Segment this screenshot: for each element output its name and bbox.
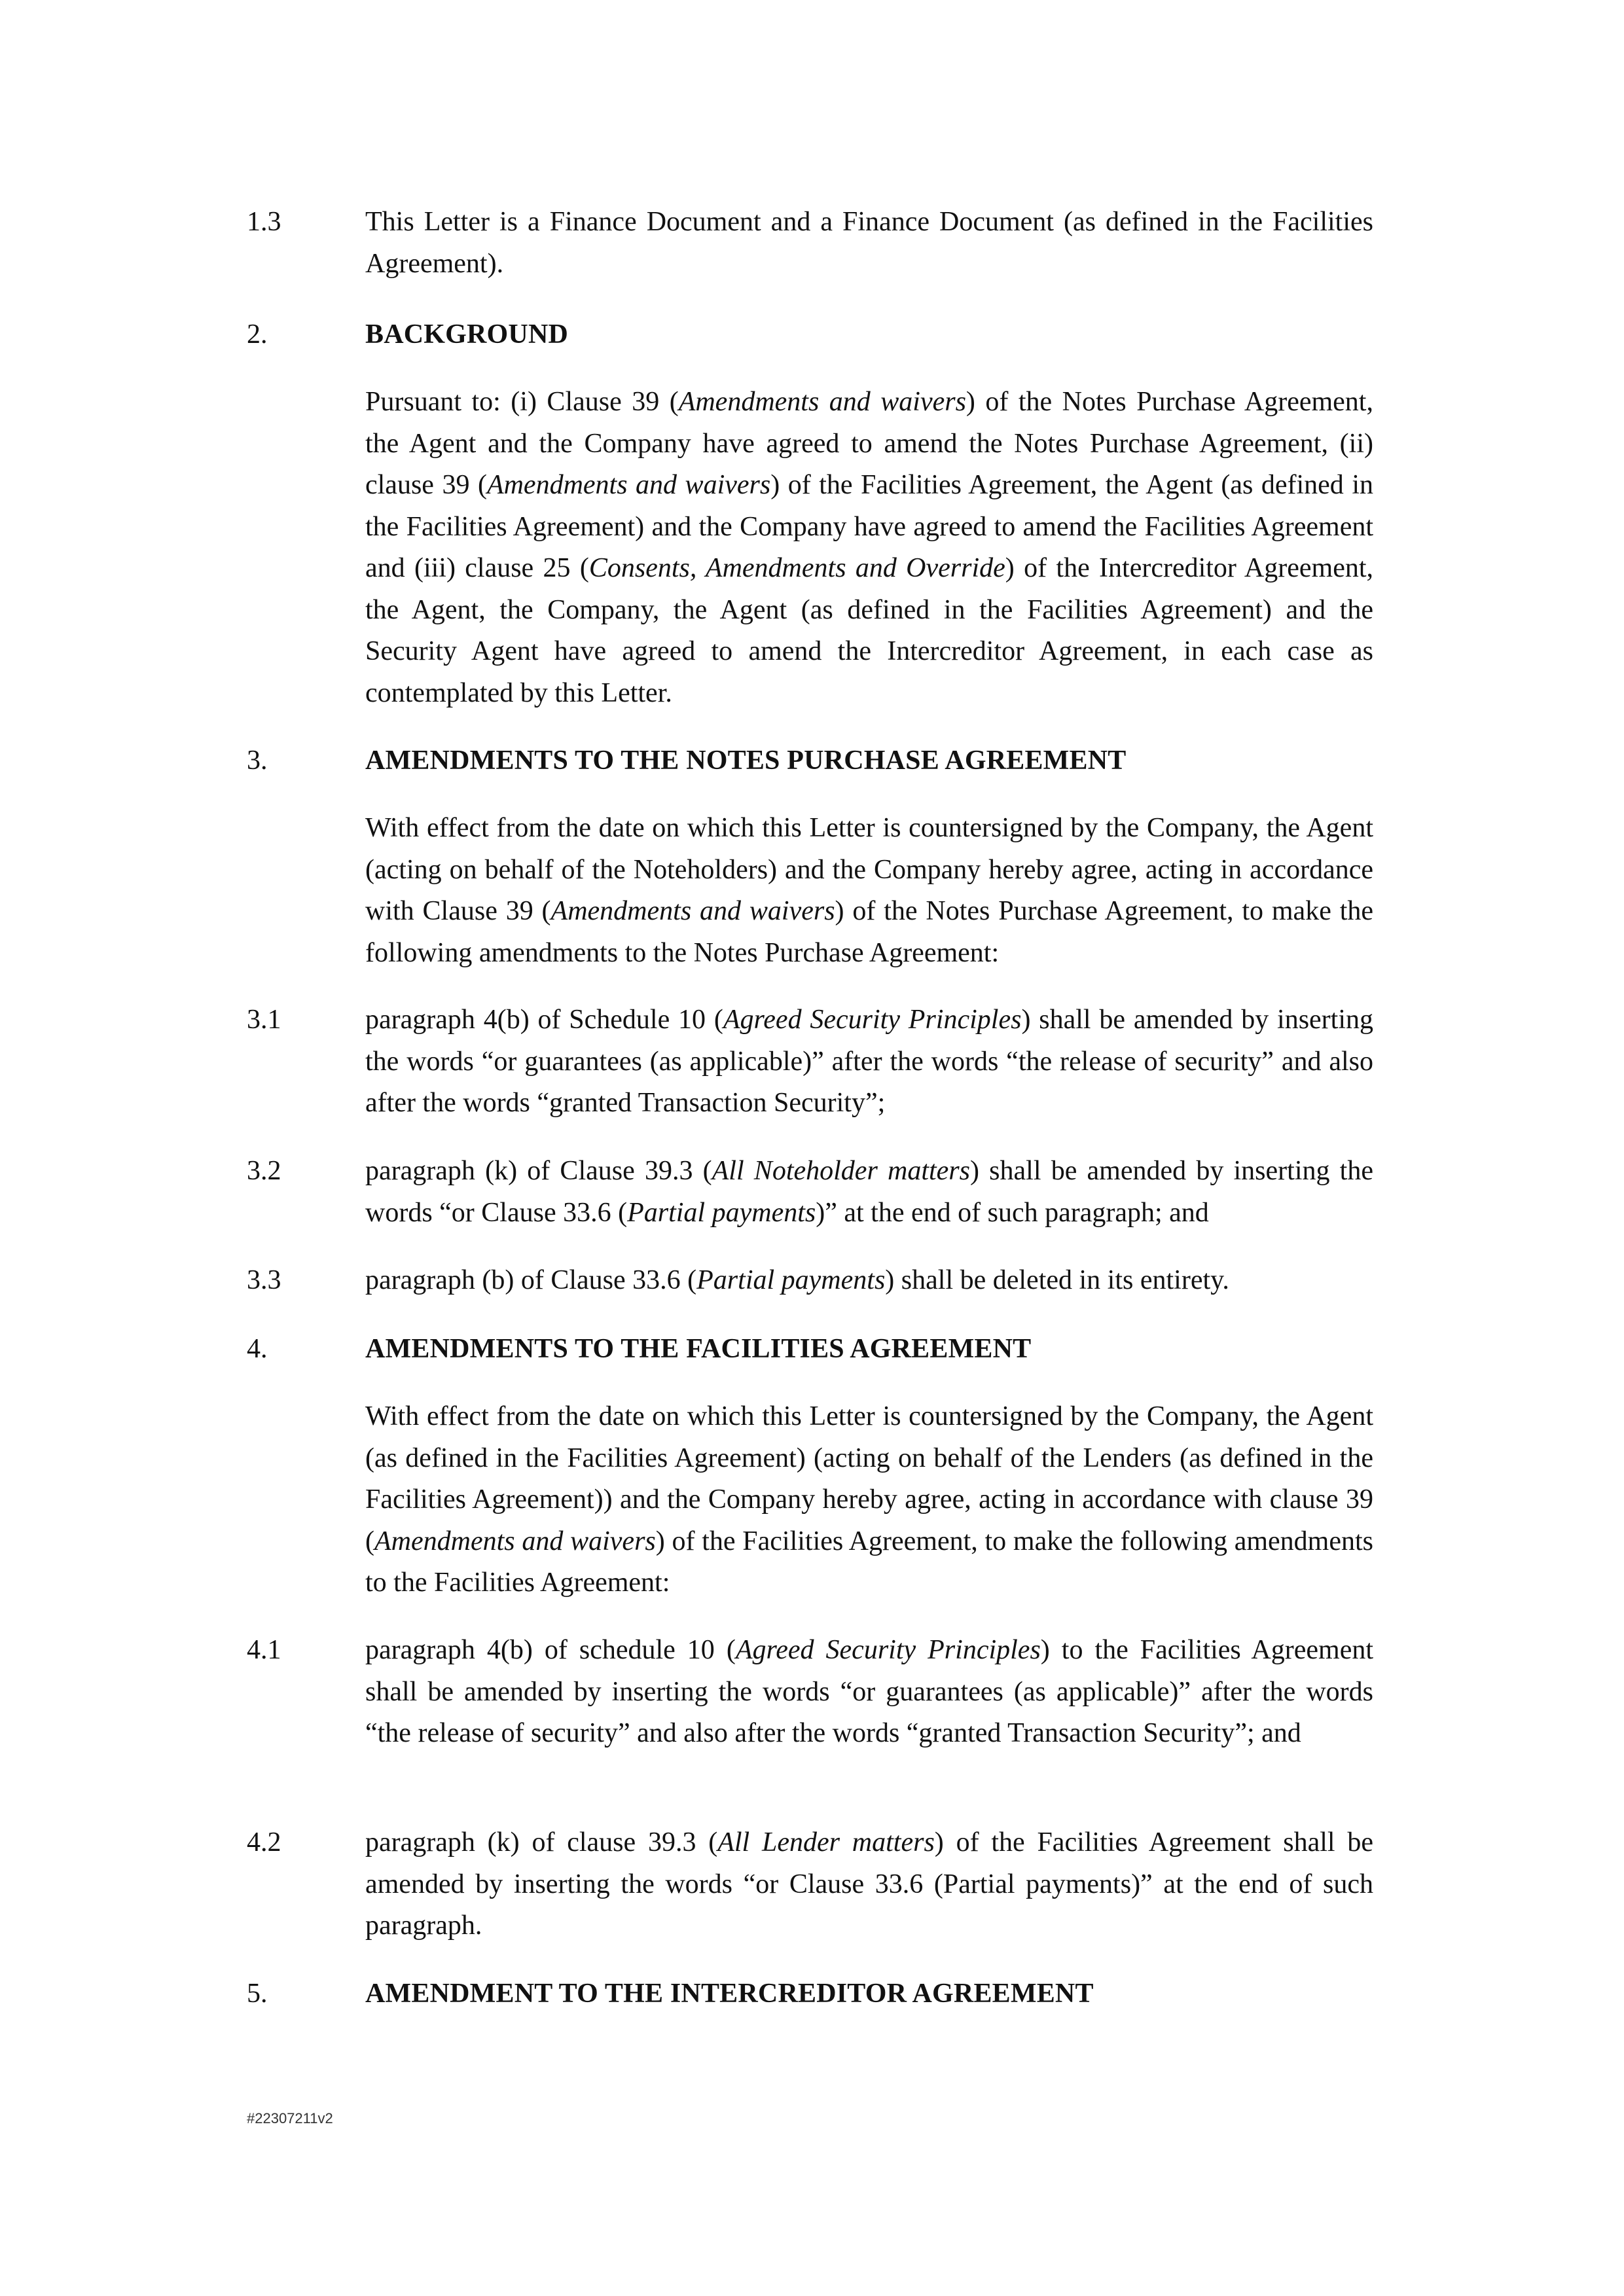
text-run: paragraph 4(b) of schedule 10 (	[365, 1635, 736, 1665]
section-2-paragraph	[365, 382, 1373, 714]
text-run: paragraph 4(b) of Schedule 10 (	[365, 1005, 723, 1035]
section-number: 3.	[247, 745, 268, 776]
italic-run: Amendments and waivers	[374, 1526, 656, 1556]
clause-text	[365, 1151, 1373, 1234]
clause-text	[365, 1822, 1373, 1947]
italic-run: Amendments and waivers	[678, 387, 966, 417]
italic-run: All Noteholder matters	[712, 1156, 970, 1186]
text-run: ) shall be amended by inserting the words “or Clause 33.6 (	[365, 1156, 1373, 1228]
section-heading: AMENDMENT TO THE INTERCREDITOR AGREEMENT	[365, 1979, 1094, 2009]
clause-text	[365, 999, 1373, 1124]
document-reference: #22307211v2	[247, 2110, 333, 2126]
italic-run: Amendments and waivers	[486, 470, 771, 500]
text-run: ) of the Facilities Agreement shall be amended by inserting the words “or Clause 33.6 (Partial payments)” at the end of such paragraph.	[365, 1827, 1374, 1941]
text-run: paragraph (k) of clause 39.3 (	[365, 1827, 718, 1857]
clause-number: 4.2	[247, 1827, 281, 1857]
text-run: ) of the Intercreditor Agreement, the Agent, the Company, the Agent (as defined in the Facilities Agreement) and the Security Agent have agreed to amend the Intercreditor Agreement, in each case as contemplated by this Letter.	[365, 553, 1374, 708]
section-number: 5.	[247, 1979, 268, 2009]
clause-number: 3.2	[247, 1156, 281, 1186]
text-run: ) shall be amended by inserting the words “or guarantees (as applicable)” after the words “the release of security” and also after the words “granted Transaction Security”;	[365, 1005, 1374, 1118]
clause-text: This Letter is a Finance Document and a Finance Document (as defined in the Facilities Agreement).	[365, 207, 1373, 279]
section-number: 2.	[247, 319, 268, 350]
section-heading: AMENDMENTS TO THE FACILITIES AGREEMENT	[365, 1334, 1032, 1364]
text-run: With effect from the date on which this Letter is countersigned by the Company, the Agent (acting on behalf of the Noteholders) and the Company hereby agree, acting in accordance with Clause 39 (	[365, 813, 1373, 926]
text-run: paragraph (k) of Clause 39.3 (	[365, 1156, 712, 1186]
clause-number: 4.1	[247, 1635, 281, 1665]
italic-run: Partial payments	[627, 1197, 816, 1228]
section-3-intro	[365, 808, 1373, 974]
section-heading: AMENDMENTS TO THE NOTES PURCHASE AGREEMENT	[365, 745, 1127, 776]
section-4-intro	[365, 1396, 1373, 1604]
italic-run: Partial payments	[696, 1265, 886, 1295]
italic-run: All Lender matters	[717, 1827, 935, 1857]
italic-run: Agreed Security Principles	[735, 1635, 1041, 1665]
text-run: Pursuant to: (i) Clause 39 (	[365, 387, 679, 417]
section-heading: BACKGROUND	[365, 319, 569, 350]
text-run: ) of the Notes Purchase Agreement, the Agent and the Company have agreed to amend the Notes Purchase Agreement, (ii) clause 39 (	[365, 387, 1373, 500]
section-number: 4.	[247, 1334, 268, 1364]
text-run: ) of the Notes Purchase Agreement, to make the following amendments to the Notes Purchase Agreement:	[365, 896, 1373, 968]
italic-run: Consents, Amendments and Override	[588, 553, 1005, 583]
italic-run: Amendments and waivers	[550, 896, 835, 926]
clause-number: 3.3	[247, 1265, 281, 1295]
text-run: ) shall be deleted in its entirety.	[885, 1265, 1229, 1295]
text-run: paragraph (b) of Clause 33.6 (	[365, 1265, 697, 1295]
text-run: ) of the Facilities Agreement, the Agent (as defined in the Facilities Agreement) and the Company have agreed to amend the Facilities Agreement and (iii) clause 25 (	[365, 470, 1373, 583]
text-run: ) to the Facilities Agreement shall be amended by inserting the words “or guarantees (as applicable)” after the words “the release of security” and also after the words “granted Transaction Security”; and	[365, 1635, 1374, 1748]
clause-text	[365, 1630, 1373, 1755]
text-run: )” at the end of such paragraph; and	[816, 1197, 1209, 1228]
italic-run: Agreed Security Principles	[723, 1005, 1022, 1035]
clause-text	[365, 1260, 1373, 1302]
clause-number: 3.1	[247, 1005, 281, 1035]
text-run: With effect from the date on which this Letter is countersigned by the Company, the Agent (as defined in the Facilities Agreement) (acting on behalf of the Lenders (as defined in the Facilities Agreement)) and the Company hereby agree, acting in accordance with clause 39 (	[365, 1401, 1373, 1556]
clause-number: 1.3	[247, 207, 281, 237]
text-run: ) of the Facilities Agreement, to make the following amendments to the Facilities Agreement:	[365, 1526, 1373, 1598]
